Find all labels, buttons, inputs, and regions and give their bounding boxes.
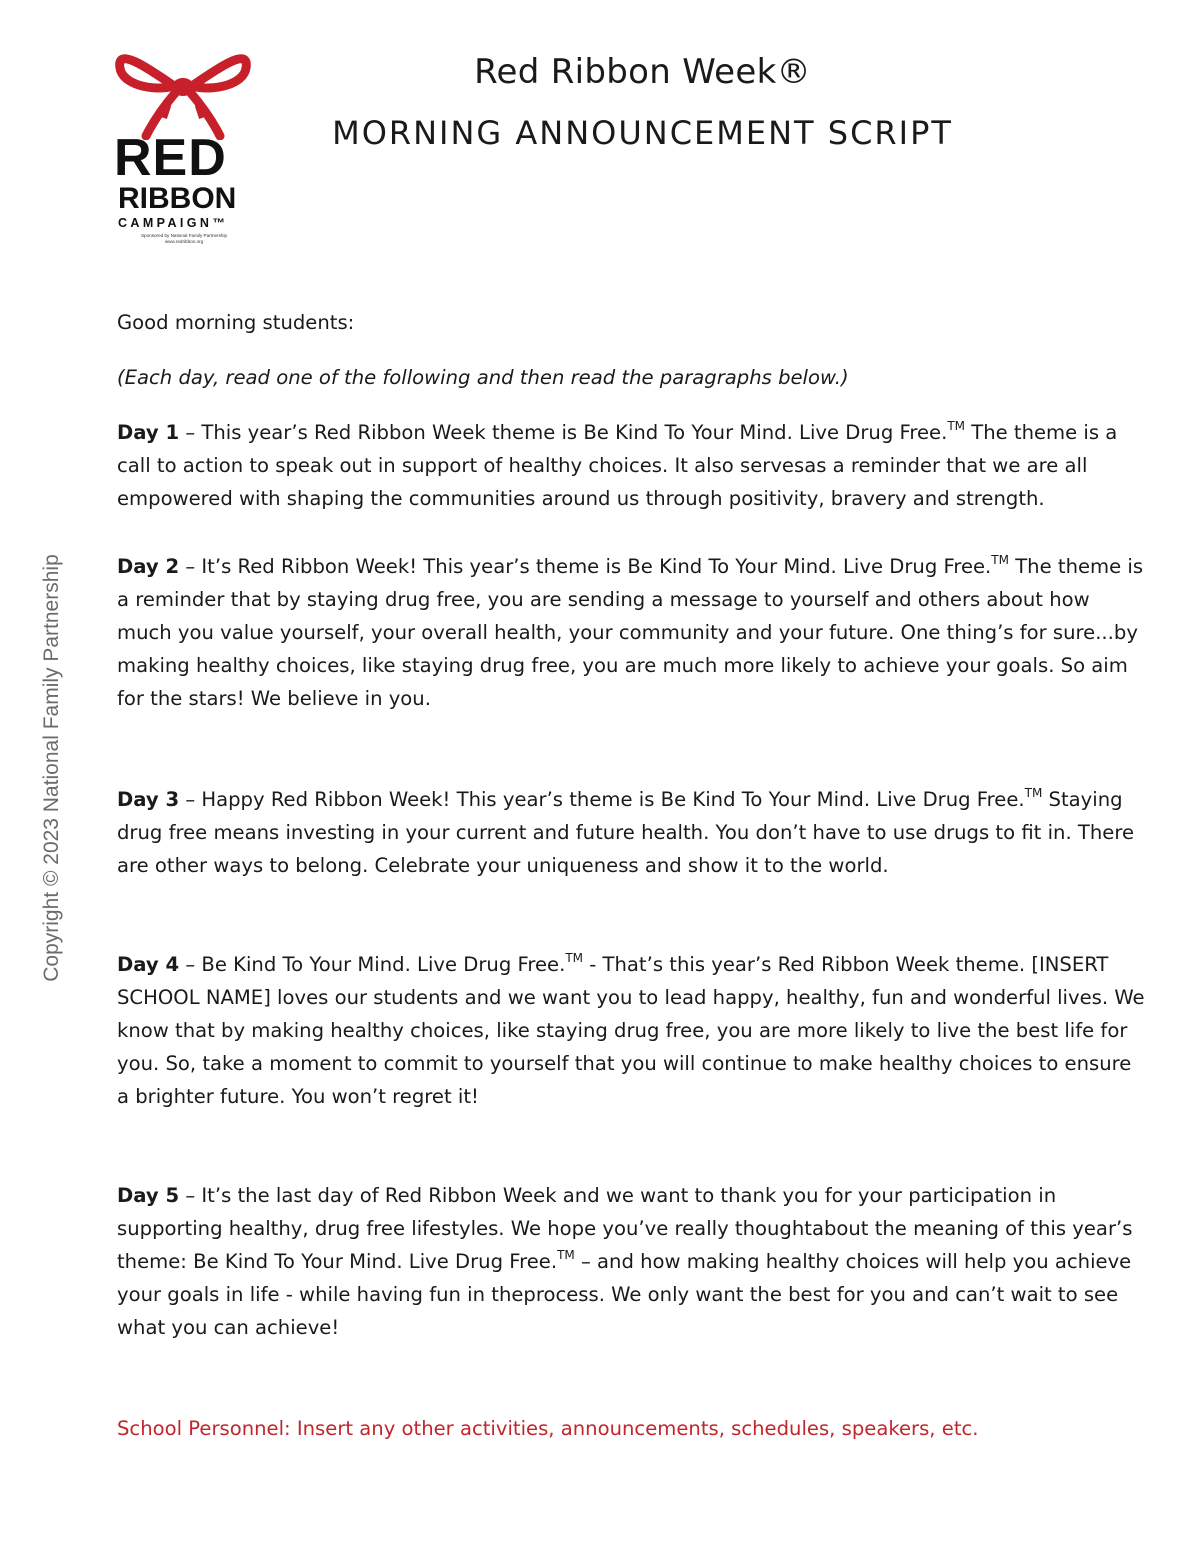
day-lead: – It’s Red Ribbon Week! This year’s theme is Be Kind To Your Mind. Live Drug Free.	[179, 555, 992, 578]
day-2-paragraph	[117, 550, 1147, 715]
logo-tagline: Sponsored by National Family Partnership www.redribbon.org	[140, 233, 228, 244]
trademark-mark: TM	[1024, 786, 1043, 800]
day-3-paragraph	[117, 783, 1147, 882]
day-label: Day 3	[117, 788, 180, 811]
day-label: Day 5	[117, 1184, 180, 1207]
day-body: - That’s this year’s Red Ribbon Week theme. [INSERT SCHOOL NAME] loves our students and we want you to lead happy, healthy, fun and wonderful lives. We know that by making healthy choices, like staying drug free, you are more likely to live the best life for you. So, take a moment to commit to yourself that you will continue to make healthy choices to ensure a brighter future. You won’t regret it!	[117, 953, 1145, 1108]
day-4-paragraph	[117, 948, 1147, 1113]
trademark-mark: TM	[991, 553, 1009, 567]
day-label: Day 4	[117, 953, 180, 976]
day-1-paragraph	[117, 416, 1147, 515]
instruction-note: (Each day, read one of the following and then read the paragraphs below.)	[117, 366, 849, 389]
day-label: Day 1	[117, 421, 180, 444]
day-lead: – It’s the last day of Red Ribbon Week and we want to thank you for your participation in supporting healthy, drug free lifestyles. We hope you’ve really thoughtabout the meaning of this year’s theme: Be Kind To Your Mind. Live Drug Free.	[117, 1184, 1133, 1273]
day-body: – and how making healthy choices will help you achieve your goals in life - while having fun in theprocess. We only want the best for you and can’t wait to see what you can achieve!	[117, 1250, 1132, 1339]
page-title: Red Ribbon Week®	[474, 52, 811, 92]
trademark-mark: TM	[565, 951, 584, 965]
page-subtitle: MORNING ANNOUNCEMENT SCRIPT	[332, 114, 953, 152]
day-body: The theme is a call to action to speak out in support of healthy choices. It also servesas a reminder that we are all empowered with shaping the communities around us through positivity, bravery and strength.	[117, 421, 1118, 510]
day-lead: – This year’s Red Ribbon Week theme is Be Kind To Your Mind. Live Drug Free.	[179, 421, 948, 444]
logo-word-campaign: CAMPAIGN™	[118, 216, 229, 230]
day-label: Day 2	[117, 555, 180, 578]
day-lead: – Happy Red Ribbon Week! This year’s theme is Be Kind To Your Mind. Live Drug Free.	[179, 788, 1025, 811]
day-body: Staying drug free means investing in your current and future health. You don’t have to use drugs to fit in. There are other ways to belong. Celebrate your uniqueness and show it to the world.	[117, 788, 1135, 877]
trademark-mark: TM	[557, 1248, 575, 1262]
script-body	[117, 306, 1147, 1445]
day-5-paragraph	[117, 1179, 1147, 1344]
day-body: The theme is a reminder that by staying drug free, you are sending a message to yourself and others about how much you value yourself, your overall health, your community and your future. One thing’s for sure...by making healthy choices, like staying drug free, you are much more likely to achieve your goals. So aim for the stars! We believe in you.	[117, 555, 1144, 710]
logo-word-ribbon: RIBBON	[118, 182, 237, 215]
greeting: Good morning students:	[117, 311, 355, 334]
school-personnel-note: School Personnel: Insert any other activities, announcements, schedules, speakers, etc.	[117, 1417, 979, 1440]
logo-word-red: RED	[114, 129, 227, 187]
trademark-mark: TM	[947, 419, 965, 433]
copyright-side-text: Copyright © 2023 National Family Partnership	[40, 554, 63, 982]
day-lead: – Be Kind To Your Mind. Live Drug Free.	[179, 953, 566, 976]
